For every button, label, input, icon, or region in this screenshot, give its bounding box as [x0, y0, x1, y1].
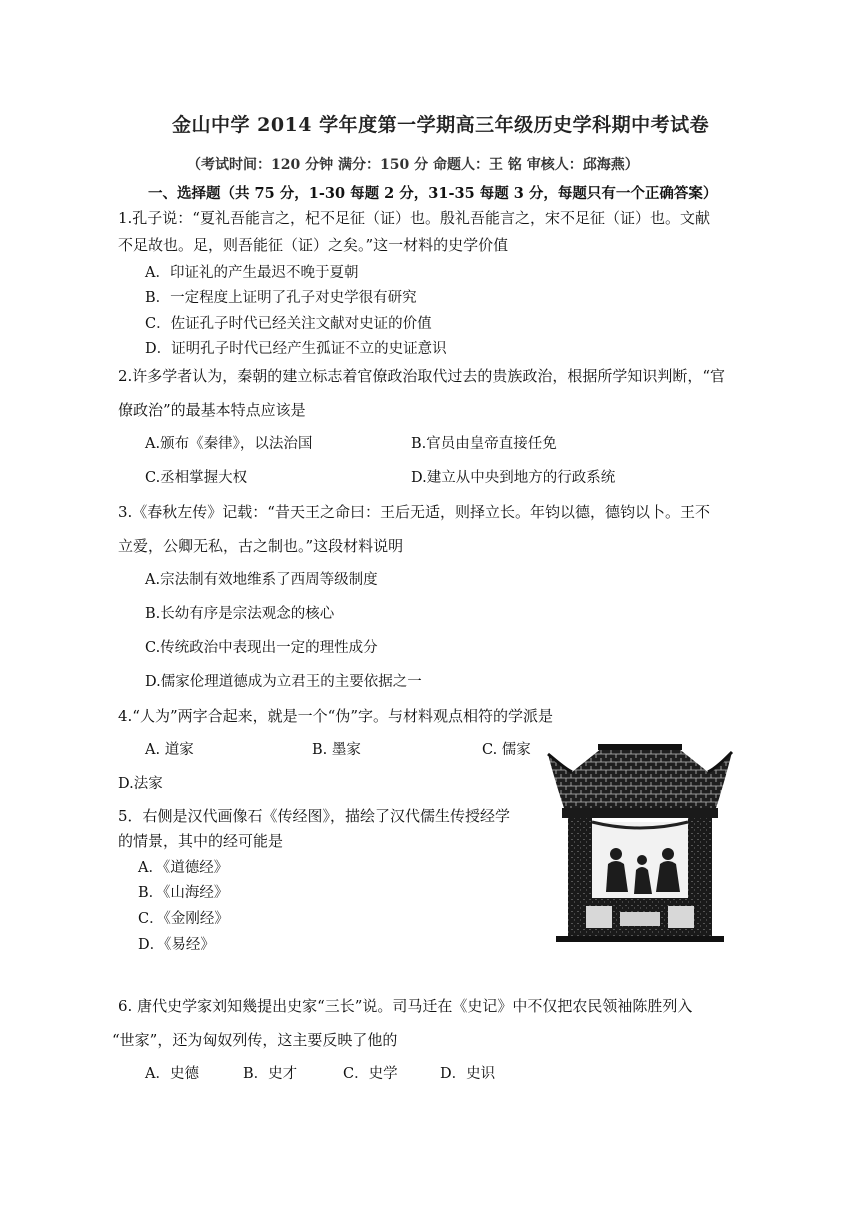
option-c: C．佐证孔子时代已经关注文献对史证的价值 — [145, 316, 432, 332]
stone-relief-image — [546, 742, 734, 948]
option-a: A.颁布《秦律》，以法治国 — [145, 436, 313, 452]
option-b: B．《山海经》 — [138, 885, 229, 901]
option-a: A. 道家 — [145, 742, 194, 758]
option-c: C.传统政治中表现出一定的理性成分 — [145, 640, 378, 656]
option-b: B．史才 — [243, 1066, 298, 1082]
option-d: D．史识 — [440, 1066, 496, 1082]
exam-info: （考试时间：120 分钟 满分：150 分 命题人：王 铭 审核人：邱海燕） — [187, 157, 639, 173]
option-a: A．史德 — [145, 1066, 199, 1082]
option-b: B.长幼有序是宗法观念的核心 — [145, 606, 335, 622]
option-b: B．一定程度上证明了孔子对史学很有研究 — [145, 290, 417, 306]
question-stem: 3.《春秋左传》记载：“昔天王之命曰：王后无适，则择立长。年钧以德，德钧以卜。王不 — [118, 503, 710, 521]
option-b: B. 墨家 — [312, 742, 361, 758]
option-a: A.宗法制有效地维系了西周等级制度 — [145, 572, 378, 588]
question-stem: 6. 唐代史学家刘知幾提出史家“三长”说。司马迁在《史记》中不仅把农民领袖陈胜列入 — [118, 997, 693, 1015]
section-heading: 一、选择题（共 75 分，1-30 每题 2 分，31-35 每题 3 分，每题只有一个正确答案） — [148, 185, 718, 202]
option-d: D．《易经》 — [138, 937, 215, 953]
option-a: A．印证礼的产生最迟不晚于夏朝 — [145, 265, 359, 281]
option-a: A．《道德经》 — [138, 860, 229, 876]
question-stem: 僚政治”的最基本特点应该是 — [118, 401, 306, 419]
option-d: D．证明孔子时代已经产生孤证不立的史证意识 — [145, 341, 447, 357]
option-d: D.建立从中央到地方的行政系统 — [411, 470, 616, 486]
question-stem: 立爱，公卿无私，古之制也。”这段材料说明 — [118, 537, 404, 555]
exam-title: 金山中学 2014 学年度第一学期高三年级历史学科期中考试卷 — [172, 114, 710, 136]
question-stem: “世家”，还为匈奴列传，这主要反映了他的 — [112, 1031, 398, 1049]
option-c: C．《金刚经》 — [138, 911, 229, 927]
option-c: C. 儒家 — [482, 742, 531, 758]
option-b: B.官员由皇帝直接任免 — [411, 436, 557, 452]
option-d: D.儒家伦理道德成为立君王的主要依据之一 — [145, 674, 422, 690]
question-stem: 不足故也。足，则吾能征（证）之矣。”这一材料的史学价值 — [118, 236, 509, 254]
question-stem: 5．右侧是汉代画像石《传经图》，描绘了汉代儒生传授经学 — [118, 807, 511, 825]
question-stem: 4.“人为”两字合起来，就是一个“伪”字。与材料观点相符的学派是 — [118, 707, 553, 725]
option-c: C.丞相掌握大权 — [145, 470, 248, 486]
option-d: D.法家 — [118, 776, 163, 792]
question-stem: 2.许多学者认为，秦朝的建立标志着官僚政治取代过去的贵族政治，根据所学知识判断，“官 — [118, 367, 725, 385]
question-stem: 1.孔子说：“夏礼吾能言之，杞不足征（证）也。殷礼吾能言之，宋不足征（证）也。文献 — [118, 209, 710, 227]
question-stem: 的情景，其中的经可能是 — [118, 832, 284, 850]
option-c: C．史学 — [343, 1066, 398, 1082]
